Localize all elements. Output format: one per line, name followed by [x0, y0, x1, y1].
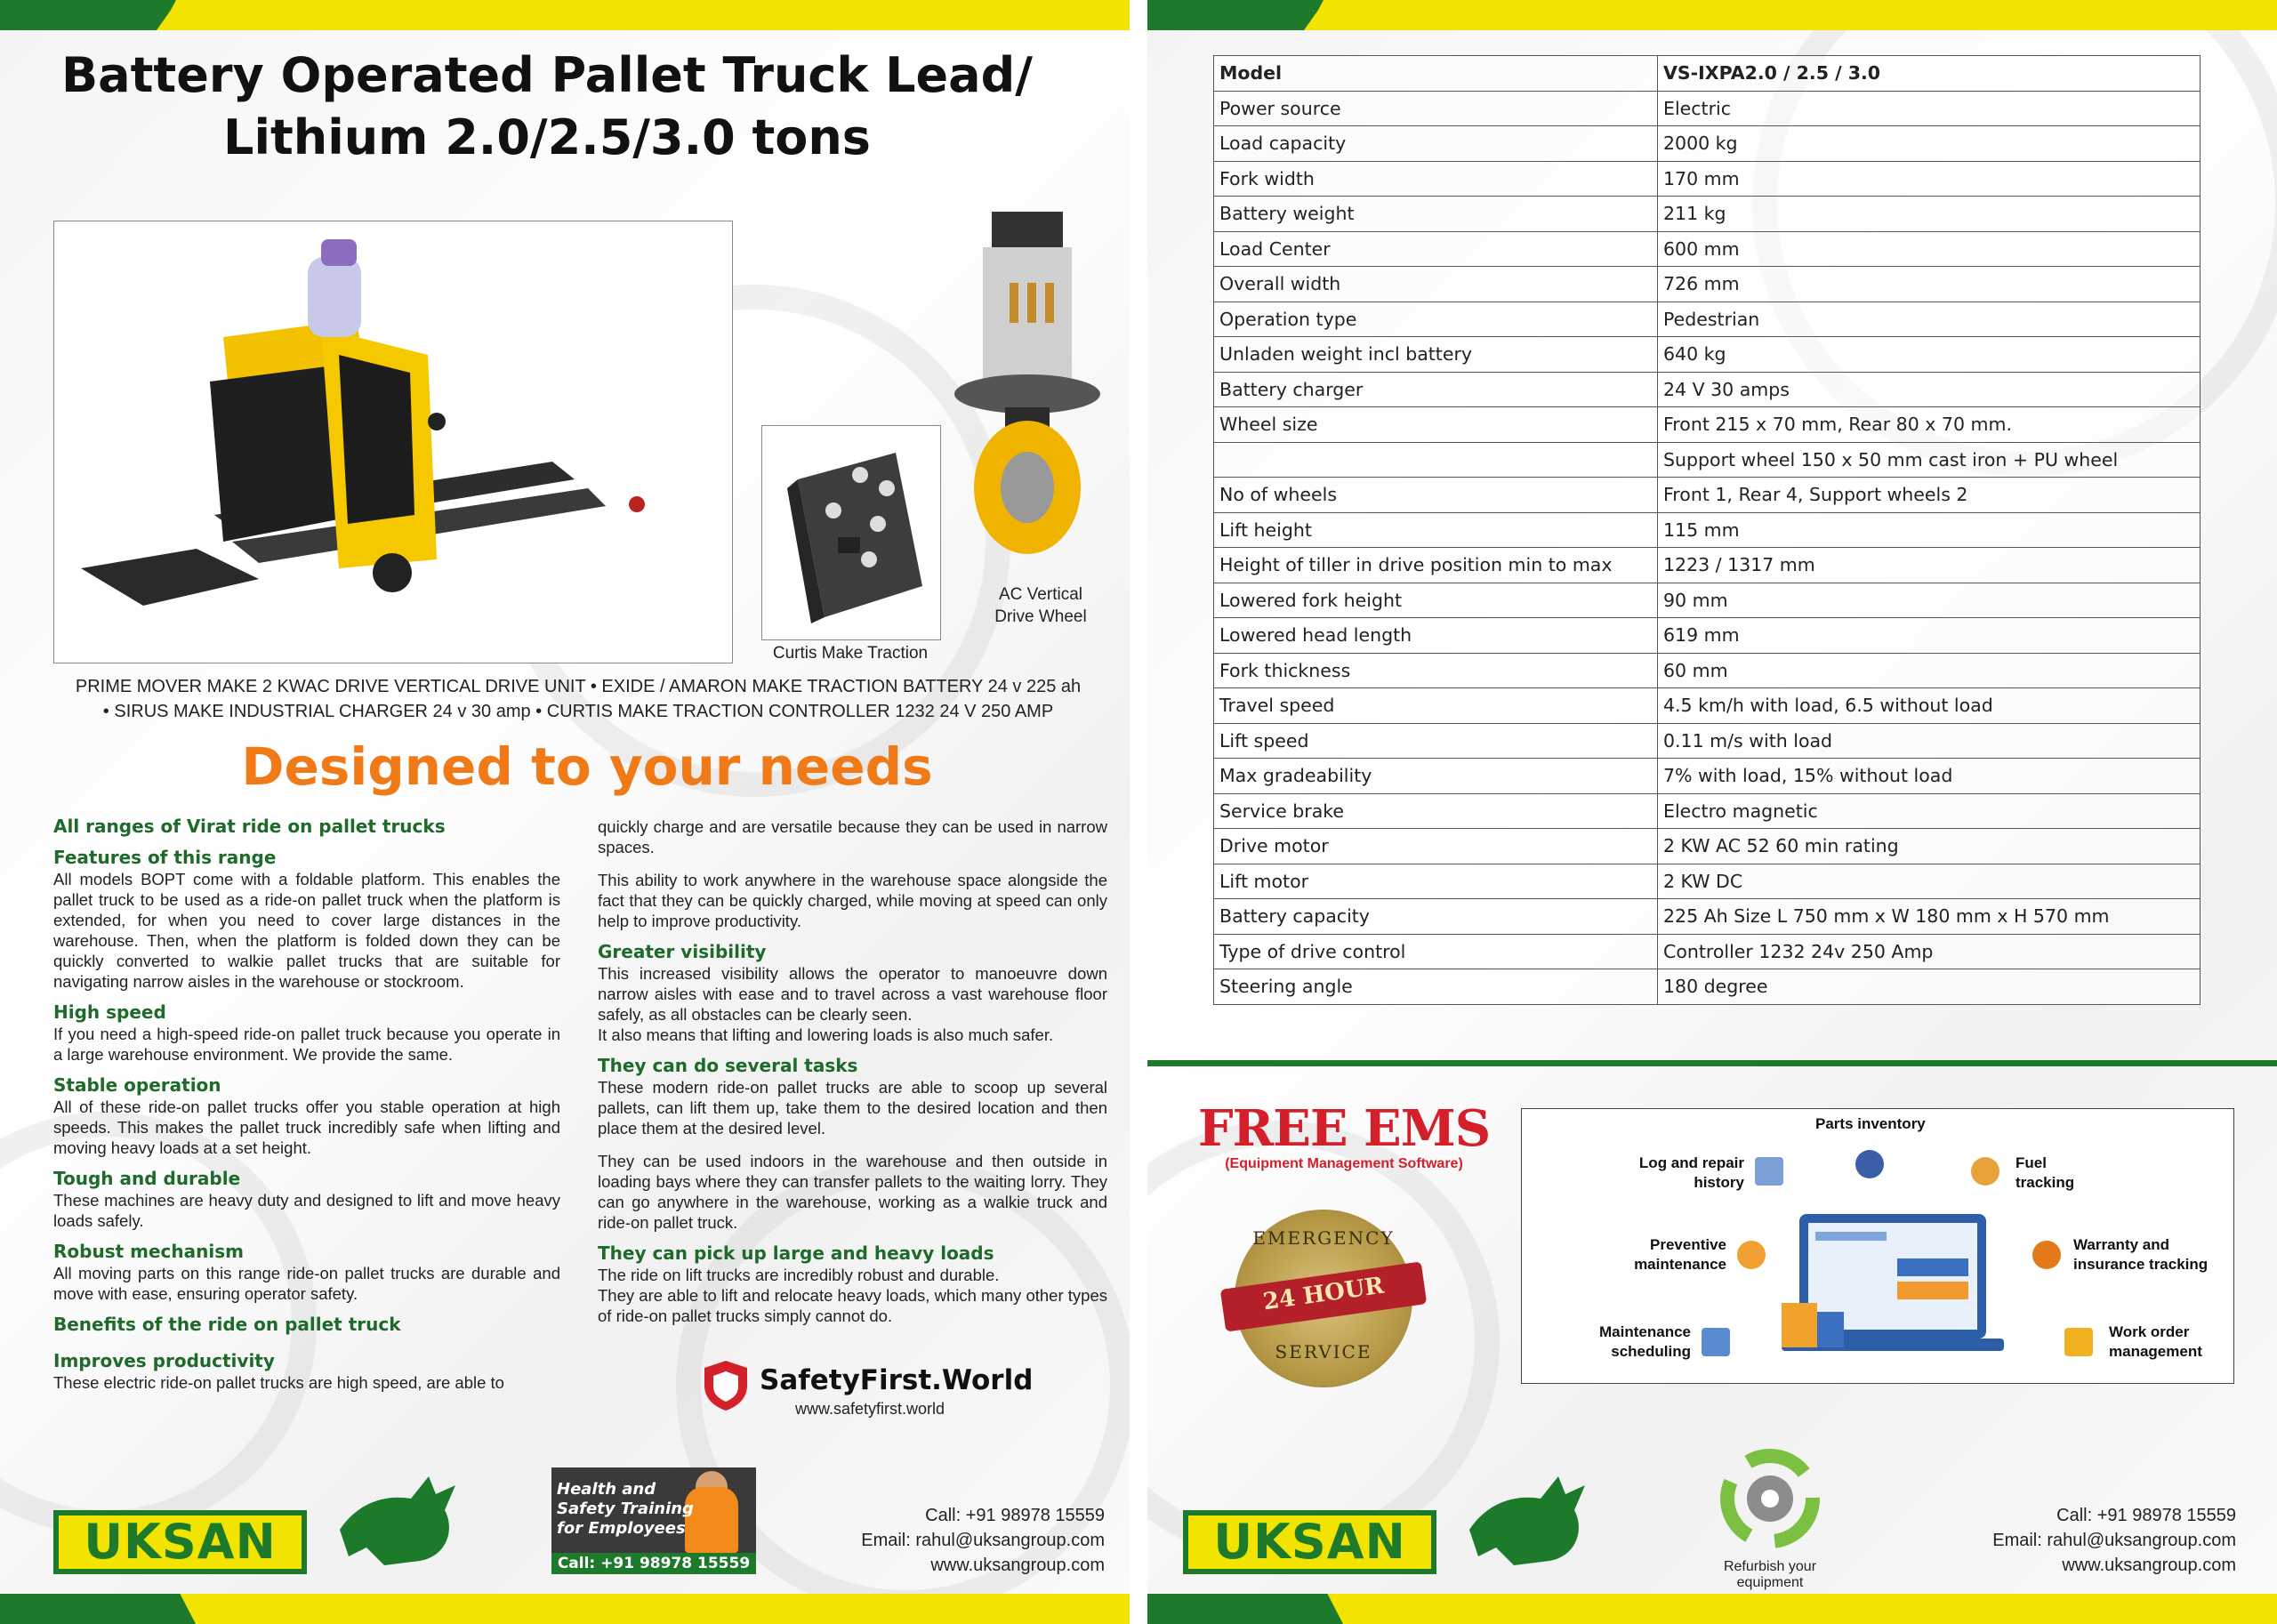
- subheading: Features of this range: [53, 847, 277, 868]
- table-row: [1214, 407, 2201, 443]
- spec-label: Fork width: [1214, 161, 1658, 197]
- table-row: [1214, 934, 2201, 969]
- feature-warranty: Warranty and insurance tracking: [2073, 1236, 2209, 1273]
- components-list: PRIME MOVER MAKE 2 KWAC DRIVE VERTICAL DRIVE UNIT • EXIDE / AMARON MAKE TRACTION BATTERY 24 v 225 ah • SIRUS MAKE INDUSTRIAL CHARGER 24 v 30 amp • CURTIS MAKE TRACTION CONTROLLER 1232 24 V 250 AMP: [75, 677, 1082, 721]
- calendar-icon: [1702, 1328, 1730, 1356]
- table-row: [1214, 688, 2201, 724]
- spec-value: 4.5 km/h with load, 6.5 without load: [1658, 688, 2201, 724]
- paragraph: These machines are heavy duty and designed to lift and move heavy loads safely.: [53, 1191, 560, 1230]
- subheading: Tough and durable: [53, 1168, 241, 1189]
- spec-value: 170 mm: [1658, 161, 2201, 197]
- refurbish-badge: [1690, 1445, 1850, 1591]
- spec-label: Lift speed: [1214, 723, 1658, 759]
- page-title: Battery Operated Pallet Truck Lead/ Lithium 2.0/2.5/3.0 tons: [61, 47, 1033, 165]
- drive-wheel-photo: [943, 194, 1112, 585]
- bottom-stripe: [0, 1594, 1130, 1624]
- paragraph: They are able to lift and relocate heavy loads, which many other types of ride-on pallet trucks simply cannot do.: [598, 1286, 1107, 1325]
- spec-value: 726 mm: [1658, 267, 2201, 302]
- ems-features-panel: [1521, 1108, 2234, 1384]
- spec-value: Front 1, Rear 4, Support wheels 2: [1658, 478, 2201, 513]
- spec-value: 2 KW AC 52 60 min rating: [1658, 829, 2201, 864]
- left-page: [0, 0, 1130, 1624]
- section-heading: Designed to your needs: [241, 736, 933, 797]
- table-header-row: [1214, 56, 2201, 92]
- spec-label: [1214, 442, 1658, 478]
- spec-label: Travel speed: [1214, 688, 1658, 724]
- contact-block: [738, 1503, 1105, 1578]
- bull-logo-icon: [1460, 1467, 1594, 1574]
- spec-value: Electro magnetic: [1658, 793, 2201, 829]
- subheading: Stable operation: [53, 1074, 221, 1096]
- recycle-gears-icon: [1690, 1445, 1850, 1552]
- laptop-dashboard-icon: [1782, 1214, 2004, 1365]
- spec-value: 115 mm: [1658, 512, 2201, 548]
- spec-label: Lift motor: [1214, 864, 1658, 899]
- training-call: Call: +91 98978 15559: [551, 1553, 756, 1574]
- controller-photo: [761, 425, 941, 640]
- spec-label: Load Center: [1214, 231, 1658, 267]
- table-row: [1214, 372, 2201, 407]
- bull-logo-icon: [331, 1467, 464, 1574]
- spec-value: 2 KW DC: [1658, 864, 2201, 899]
- feature-work-order: Work order management: [2109, 1323, 2202, 1360]
- emergency-service-seal: EMERGENCY 24 HOUR SERVICE: [1235, 1210, 1412, 1387]
- table-row: [1214, 301, 2201, 337]
- paragraph: These electric ride-on pallet trucks are high speed, are able to: [53, 1373, 504, 1392]
- spec-label: Power source: [1214, 91, 1658, 126]
- spec-value: 1223 / 1317 mm: [1658, 548, 2201, 583]
- spec-label: Lift height: [1214, 512, 1658, 548]
- spec-value: 619 mm: [1658, 618, 2201, 654]
- safetyfirst-logo[interactable]: [701, 1359, 1034, 1421]
- table-row: [1214, 548, 2201, 583]
- ems-subtitle: (Equipment Management Software): [1225, 1156, 1463, 1171]
- table-row: [1214, 337, 2201, 373]
- spec-value: 90 mm: [1658, 583, 2201, 618]
- spec-value: 2000 kg: [1658, 126, 2201, 162]
- spec-value: 211 kg: [1658, 197, 2201, 232]
- spec-value: Controller 1232 24v 250 Amp: [1658, 934, 2201, 969]
- spec-label: Battery capacity: [1214, 899, 1658, 935]
- table-row: [1214, 829, 2201, 864]
- spec-value: 60 mm: [1658, 653, 2201, 688]
- paragraph: quickly charge and are versatile because they can be used in narrow spaces.: [598, 817, 1107, 856]
- table-row: [1214, 618, 2201, 654]
- drive-wheel-caption: AC Vertical Drive Wheel: [994, 585, 1087, 626]
- spec-value: Pedestrian: [1658, 301, 2201, 337]
- table-row: [1214, 126, 2201, 162]
- subheading: High speed: [53, 1001, 166, 1023]
- table-row: [1214, 759, 2201, 794]
- table-row: [1214, 478, 2201, 513]
- table-row: [1214, 91, 2201, 126]
- subheading: They can do several tasks: [598, 1055, 858, 1076]
- paragraph: This ability to work anywhere in the warehouse space alongside the fact that they can be quickly charged, while moving at speed can only help to improve productivity.: [598, 871, 1107, 930]
- top-stripe: [0, 0, 1130, 30]
- table-row: [1214, 442, 2201, 478]
- table-row: [1214, 793, 2201, 829]
- training-banner[interactable]: Health and Safety Training for Employees Call: +91 98978 15559: [551, 1467, 756, 1574]
- subheading: Improves productivity: [53, 1350, 275, 1371]
- table-row: [1214, 267, 2201, 302]
- paragraph: If you need a high-speed ride-on pallet truck because you operate in a large warehouse environment. We provide the same.: [53, 1025, 560, 1064]
- subheading: Benefits of the ride on pallet truck: [53, 1314, 401, 1335]
- spec-label: Height of tiller in drive position min to max: [1214, 548, 1658, 583]
- text-column-1: [53, 816, 560, 1400]
- table-row: [1214, 197, 2201, 232]
- section-divider: [1147, 1060, 2277, 1066]
- spec-value: 7% with load, 15% without load: [1658, 759, 2201, 794]
- subheading: They can pick up large and heavy loads: [598, 1242, 994, 1264]
- spec-value: 640 kg: [1658, 337, 2201, 373]
- spec-label: Battery charger: [1214, 372, 1658, 407]
- table-row: [1214, 969, 2201, 1005]
- spec-label: Wheel size: [1214, 407, 1658, 443]
- gear-icon: [1855, 1150, 1884, 1178]
- website[interactable]: www.uksangroup.com: [930, 1556, 1105, 1575]
- subheading: All ranges of Virat ride on pallet trucks: [53, 816, 446, 837]
- table-row: [1214, 864, 2201, 899]
- shield-icon: [701, 1359, 751, 1412]
- subheading: Greater visibility: [598, 941, 767, 962]
- magnifier-icon: [1737, 1241, 1766, 1269]
- spec-value: VS-IXPA2.0 / 2.5 / 3.0: [1658, 56, 2201, 92]
- spec-value: 600 mm: [1658, 231, 2201, 267]
- document-icon: [1755, 1157, 1783, 1186]
- text-column-2: [598, 816, 1107, 1333]
- table-row: [1214, 723, 2201, 759]
- spec-value: Front 215 x 70 mm, Rear 80 x 70 mm.: [1658, 407, 2201, 443]
- controller-caption: Curtis Make Traction: [772, 644, 929, 663]
- table-row: [1214, 653, 2201, 688]
- table-row: [1214, 899, 2201, 935]
- spec-value: Support wheel 150 x 50 mm cast iron + PU wheel: [1658, 442, 2201, 478]
- spec-label: Battery weight: [1214, 197, 1658, 232]
- fuel-icon: [1971, 1157, 1999, 1186]
- feature-fuel-tracking: Fuel tracking: [2016, 1154, 2075, 1191]
- phone[interactable]: Call: +91 98978 15559: [925, 1506, 1105, 1525]
- spec-label: Type of drive control: [1214, 934, 1658, 969]
- free-ems-banner: [1197, 1101, 1491, 1172]
- paragraph: The ride on lift trucks are incredibly robust and durable.: [598, 1266, 1000, 1284]
- email[interactable]: Email: rahul@uksangroup.com: [1992, 1531, 2236, 1550]
- uksan-logo: UKSAN: [53, 1510, 307, 1574]
- subheading: Robust mechanism: [53, 1241, 244, 1262]
- award-icon: [2032, 1241, 2061, 1269]
- spec-label: Max gradeability: [1214, 759, 1658, 794]
- website[interactable]: www.uksangroup.com: [2062, 1556, 2236, 1575]
- spec-table: [1213, 55, 2201, 1005]
- spec-label: Fork thickness: [1214, 653, 1658, 688]
- spec-label: Lowered fork height: [1214, 583, 1658, 618]
- bottom-stripe: [1147, 1594, 2277, 1624]
- spec-label: Overall width: [1214, 267, 1658, 302]
- table-row: [1214, 161, 2201, 197]
- spec-label: Lowered head length: [1214, 618, 1658, 654]
- spec-label: Service brake: [1214, 793, 1658, 829]
- ems-title: FREE EMS: [1197, 1099, 1491, 1158]
- spec-label: Operation type: [1214, 301, 1658, 337]
- paragraph: This increased visibility allows the operator to manoeuvre down narrow aisles with ease and to travel across a vast warehouse floor safely, as all obstacles can be clearly seen.: [598, 964, 1107, 1024]
- feature-log-repair: Log and repair history: [1638, 1154, 1744, 1191]
- refurbish-caption: Refurbish your equipment: [1723, 1559, 1817, 1590]
- feature-maintenance-scheduling: Maintenance scheduling: [1599, 1323, 1691, 1360]
- paragraph: All of these ride-on pallet trucks offer you stable operation at high speeds. This makes the pallet truck incredibly safe when lifting and moving heavy loads at a set height.: [53, 1097, 560, 1157]
- paragraph: These modern ride-on pallet trucks are able to scoop up several pallets, can lift them up, take them to the desired location and then place them at the desired level.: [598, 1078, 1107, 1138]
- spec-label: Load capacity: [1214, 126, 1658, 162]
- feature-preventive: Preventive maintenance: [1634, 1236, 1726, 1273]
- table-row: [1214, 512, 2201, 548]
- spec-label: Drive motor: [1214, 829, 1658, 864]
- spec-label: Steering angle: [1214, 969, 1658, 1005]
- spec-value: 0.11 m/s with load: [1658, 723, 2201, 759]
- uksan-logo: UKSAN: [1183, 1510, 1436, 1574]
- safetyfirst-url[interactable]: www.safetyfirst.world: [795, 1400, 945, 1418]
- box-icon: [2064, 1328, 2093, 1356]
- spec-label: Unladen weight incl battery: [1214, 337, 1658, 373]
- table-row: [1214, 583, 2201, 618]
- spec-label: No of wheels: [1214, 478, 1658, 513]
- spec-value: 24 V 30 amps: [1658, 372, 2201, 407]
- pallet-truck-photo: [53, 221, 733, 663]
- table-row: [1214, 231, 2201, 267]
- paragraph: It also means that lifting and lowering loads is also much safer.: [598, 1025, 1054, 1044]
- paragraph: All models BOPT come with a foldable platform. This enables the pallet truck to be used as a ride-on pallet truck when the platform is extended, for when you need to cover large distances in the warehouse. Then, when the platform is folded down they can be quickly converted to walkie pallet trucks that are suitable for navigating narrow aisles in the warehouse or stockroom.: [53, 870, 560, 991]
- feature-parts-inventory: Parts inventory: [1815, 1115, 1926, 1132]
- spec-label: Model: [1214, 56, 1658, 92]
- email[interactable]: Email: rahul@uksangroup.com: [861, 1531, 1105, 1550]
- spec-value: 180 degree: [1658, 969, 2201, 1005]
- phone[interactable]: Call: +91 98978 15559: [2056, 1506, 2236, 1525]
- spec-value: 225 Ah Size L 750 mm x W 180 mm x H 570 mm: [1658, 899, 2201, 935]
- safetyfirst-name: SafetyFirst.World: [760, 1364, 1034, 1396]
- contact-block: [1870, 1503, 2236, 1578]
- paragraph: All moving parts on this range ride-on pallet trucks are durable and move with ease, ensuring operator safety.: [53, 1264, 560, 1303]
- spec-value: Electric: [1658, 91, 2201, 126]
- top-stripe: [1147, 0, 2277, 30]
- paragraph: They can be used indoors in the warehouse and then outside in loading bays where they can transfer pallets to the waiting lorry. They can go anywhere in the warehouse, working as a walkie truck and ride-on pallet truck.: [598, 1152, 1107, 1232]
